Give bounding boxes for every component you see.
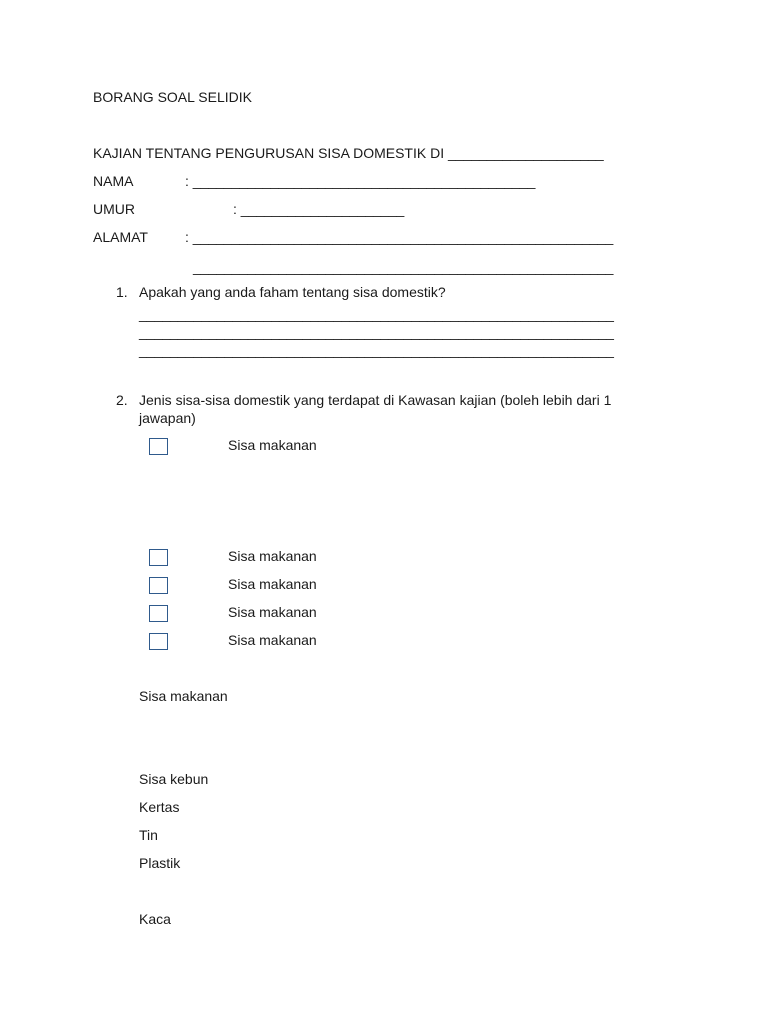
option-label: Sisa makanan [228, 437, 317, 453]
nama-field[interactable]: : ____________________________________________ [185, 173, 536, 189]
option-checkbox[interactable] [149, 633, 168, 650]
form-title: BORANG SOAL SELIDIK [93, 89, 252, 105]
nama-label: NAMA [93, 173, 134, 189]
option-label: Sisa makanan [228, 576, 317, 592]
list-item: Sisa makanan [139, 688, 228, 704]
option-checkbox[interactable] [149, 549, 168, 566]
option-checkbox[interactable] [149, 605, 168, 622]
question-1-text: Apakah yang anda faham tentang sisa domestik? [139, 284, 446, 300]
question-1-number: 1. [116, 284, 128, 300]
alamat-label: ALAMAT [93, 229, 148, 245]
study-heading: KAJIAN TENTANG PENGURUSAN SISA DOMESTIK DI ____________________ [93, 145, 604, 161]
list-item: Plastik [139, 855, 181, 871]
option-checkbox[interactable] [149, 577, 168, 594]
question-2-text: Jenis sisa-sisa domestik yang terdapat di Kawasan kajian (boleh lebih dari 1 [139, 392, 612, 408]
list-item: Sisa kebun [139, 771, 209, 787]
option-checkbox[interactable] [149, 438, 168, 455]
option-label: Sisa makanan [228, 632, 317, 648]
list-item: Tin [139, 827, 158, 843]
alamat-field[interactable]: : ______________________________________________________ [185, 229, 614, 245]
question-1-answer-line[interactable]: _____________________________________________________________ [139, 324, 614, 340]
umur-label: UMUR [93, 201, 135, 217]
question-2-number: 2. [116, 392, 128, 408]
question-1-answer-line[interactable]: _____________________________________________________________ [139, 342, 614, 358]
option-label: Sisa makanan [228, 604, 317, 620]
question-2-text-continued: jawapan) [139, 410, 196, 426]
option-label: Sisa makanan [228, 548, 317, 564]
list-item: Kaca [139, 911, 171, 927]
alamat-field-line-2[interactable]: ______________________________________________________ [193, 259, 614, 275]
question-1-answer-line[interactable]: _____________________________________________________________ [139, 306, 614, 322]
list-item: Kertas [139, 799, 180, 815]
umur-field[interactable]: : _____________________ [233, 201, 405, 217]
